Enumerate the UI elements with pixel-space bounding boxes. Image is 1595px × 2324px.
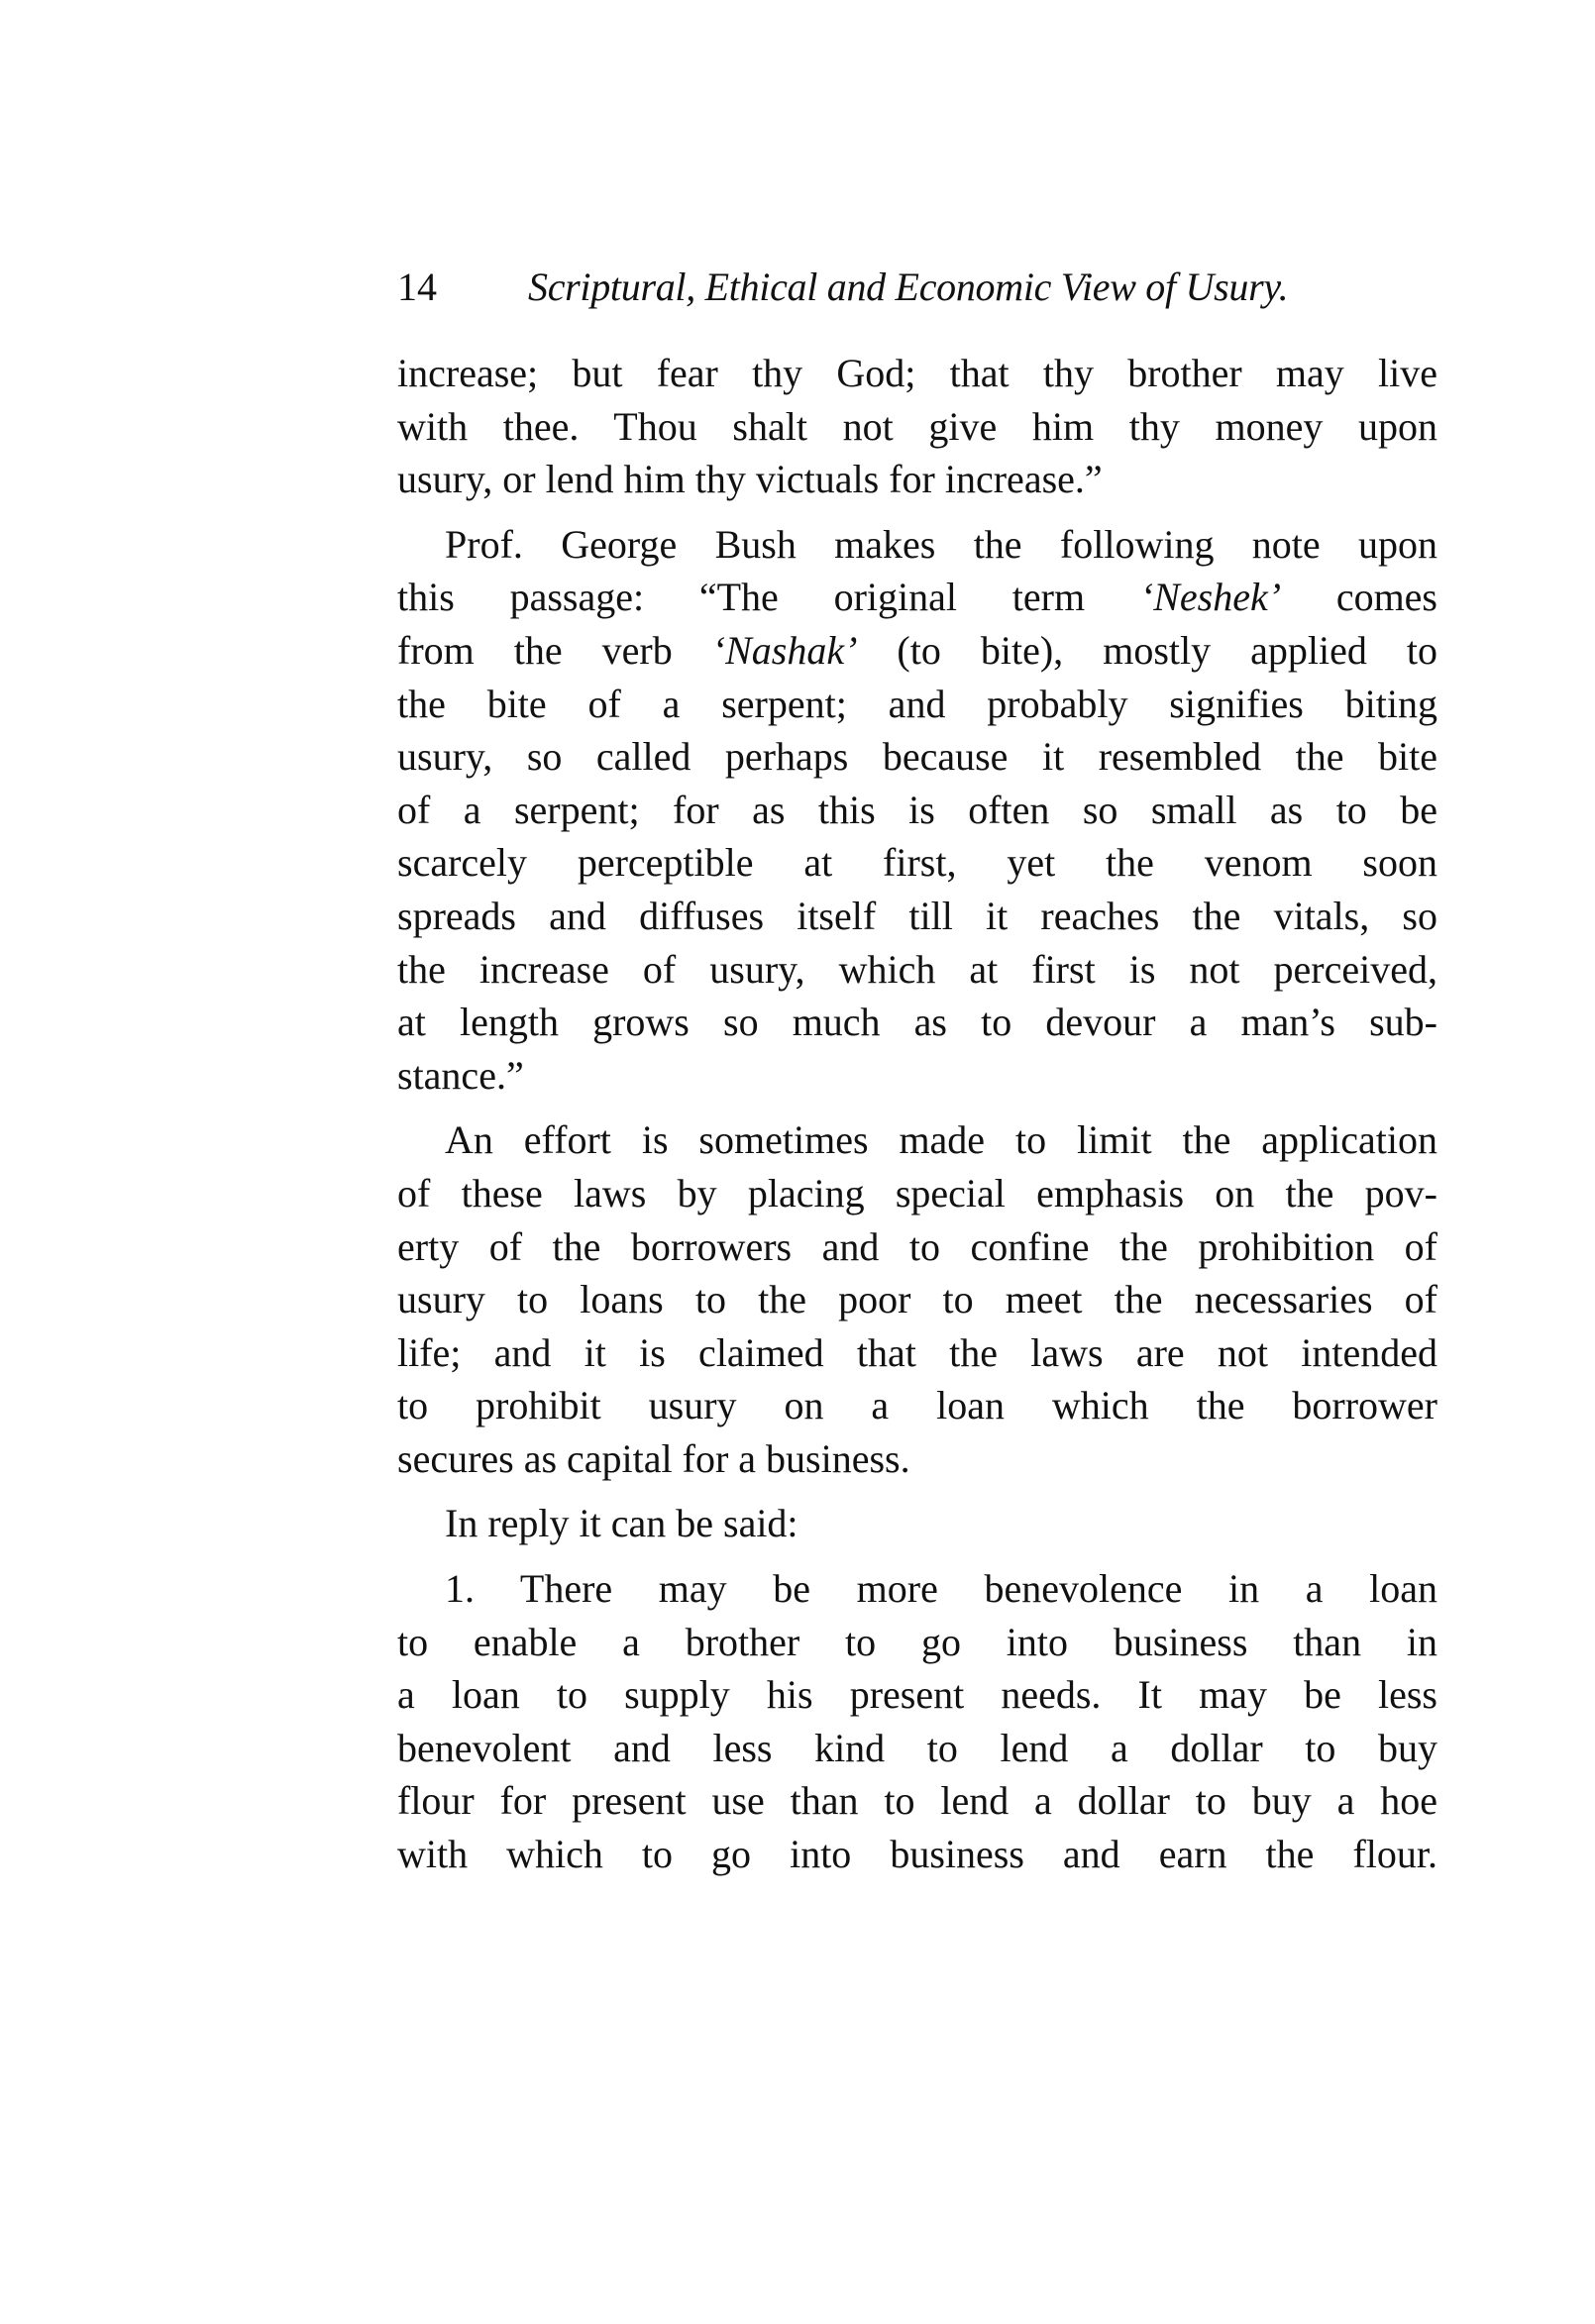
text-line (397, 624, 1437, 678)
text-line: to enable a brother to go into business than in (397, 1619, 1437, 1664)
text-line (397, 571, 1437, 624)
text-line: usury to loans to the poor to meet the necessaries of (397, 1277, 1437, 1322)
text-line: life; and it is claimed that the laws are not intended (397, 1329, 1437, 1375)
text-line: increase; but fear thy God; that thy brother may live (397, 351, 1437, 395)
text-line: of these laws by placing special emphasis on the pov- (397, 1170, 1437, 1215)
text-line: scarcely perceptible at first, yet the venom soon (397, 840, 1437, 886)
text-line: the bite of a serpent; and probably signifies biting (397, 681, 1437, 726)
text-line: Prof. George Bush makes the following note upon (445, 521, 1437, 567)
text-line: at length grows so much as to devour a man’s sub- (397, 1000, 1437, 1045)
paragraph (397, 518, 1437, 1103)
text-line: usury, so called perhaps because it resembled the bite (397, 734, 1437, 780)
text-line: 1. There may be more benevolence in a loan (445, 1566, 1437, 1612)
text-line: spreads and diffuses itself till it reaches the vitals, so (397, 893, 1437, 938)
text-line: erty of the borrowers and to confine the prohibition of (397, 1223, 1437, 1269)
paragraph (397, 347, 1437, 506)
text-line: stance.” (397, 1052, 524, 1098)
text-line: benevolent and less kind to lend a dollar to buy (397, 1725, 1437, 1770)
paragraph (397, 1113, 1437, 1485)
text-line: In reply it can be said: (445, 1501, 798, 1546)
text-segment: this passage: “The original term (397, 575, 1140, 620)
text-line: secures as capital for a business. (397, 1435, 910, 1481)
text-line: An effort is sometimes made to limit the application (445, 1117, 1437, 1163)
text-line: of a serpent; for as this is often so small as to be (397, 787, 1437, 832)
text-segment: comes (1281, 575, 1437, 620)
text-line: the increase of usury, which at first is not perceived, (397, 946, 1437, 992)
text-line: with thee. Thou shalt not give him thy money upon (397, 403, 1437, 449)
italic-term: ‘Nashak’ (711, 627, 858, 673)
body-text (397, 347, 1437, 1881)
page-number: 14 (397, 264, 437, 309)
text-line: with which to go into business and earn the flour. (397, 1832, 1437, 1877)
paragraph (397, 1562, 1437, 1881)
text-line: a loan to supply his present needs. It may be less (397, 1672, 1437, 1718)
paragraph (397, 1497, 1437, 1550)
text-segment: from the verb (397, 627, 712, 673)
running-title: Scriptural, Ethical and Economic View of Usury. (528, 264, 1289, 309)
running-header (397, 261, 1437, 314)
text-line: flour for present use than to lend a dollar to buy a hoe (397, 1778, 1437, 1824)
text-line: to prohibit usury on a loan which the borrower (397, 1383, 1437, 1428)
italic-term: ‘Neshek’ (1139, 575, 1282, 620)
book-page (397, 261, 1437, 1881)
text-segment: (to bite), mostly applied to (857, 627, 1437, 673)
text-line: usury, or lend him thy victuals for increase.” (397, 457, 1103, 502)
